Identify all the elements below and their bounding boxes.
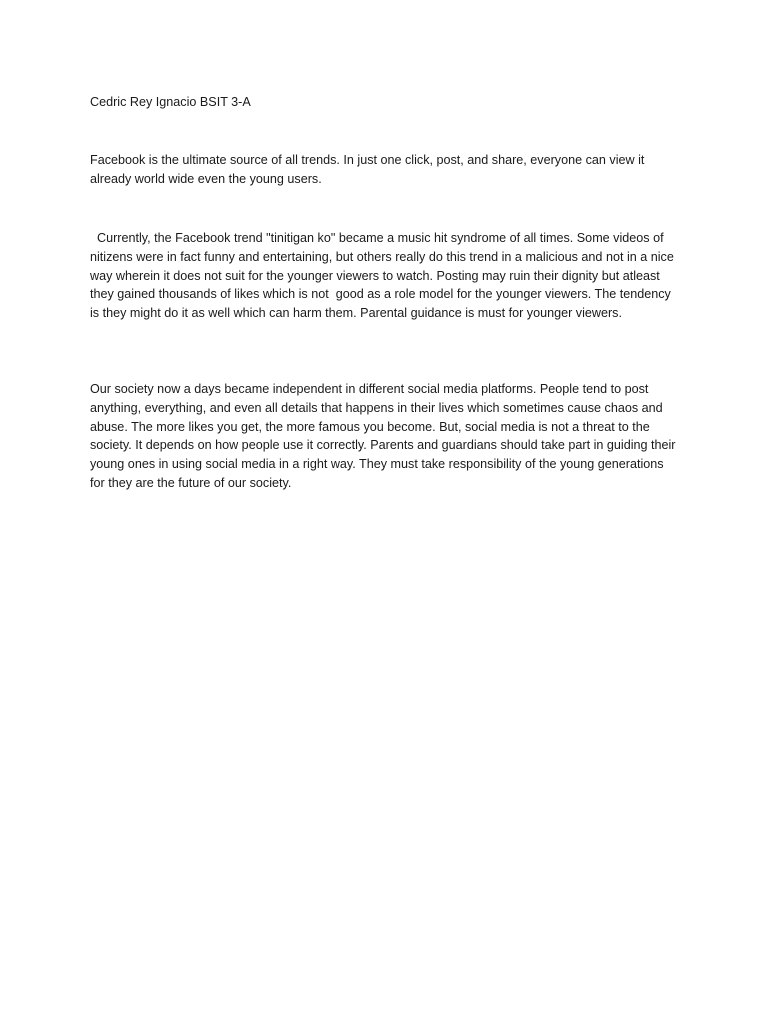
paragraph-facebook-trends: Facebook is the ultimate source of all trends. In just one click, post, and share, everyone can view it already world wide even the young users. <box>90 153 645 186</box>
paragraph-society-social-media: Our society now a days became independent in different social media platforms. People tend to post anything, everything, and even all details that happens in their lives which sometimes cause chaos and abuse. The more likes you get, the more famous you become. But, social media is not a threat to the society. It depends on how people use it correctly. Parents and guardians should take part in guiding their young ones in using social media in a right way. They must take responsibility of the young generations for they are the future of our society. <box>90 382 676 490</box>
author-line: Cedric Rey Ignacio BSIT 3-A <box>90 95 251 109</box>
paragraph-tinitigan-ko-trend: Currently, the Facebook trend "tinitigan ko" became a music hit syndrome of all times. Some videos of nitizens were in fact funny and entertaining, but others really do this trend in a malicious and not in a nice way wherein it does not suit for the younger viewers to watch. Posting may ruin their dignity but atleast they gained thousands of likes which is not good as a role model for the younger viewers. The tendency is they might do it as well which can harm them. Parental guidance is must for younger viewers. <box>90 231 678 321</box>
